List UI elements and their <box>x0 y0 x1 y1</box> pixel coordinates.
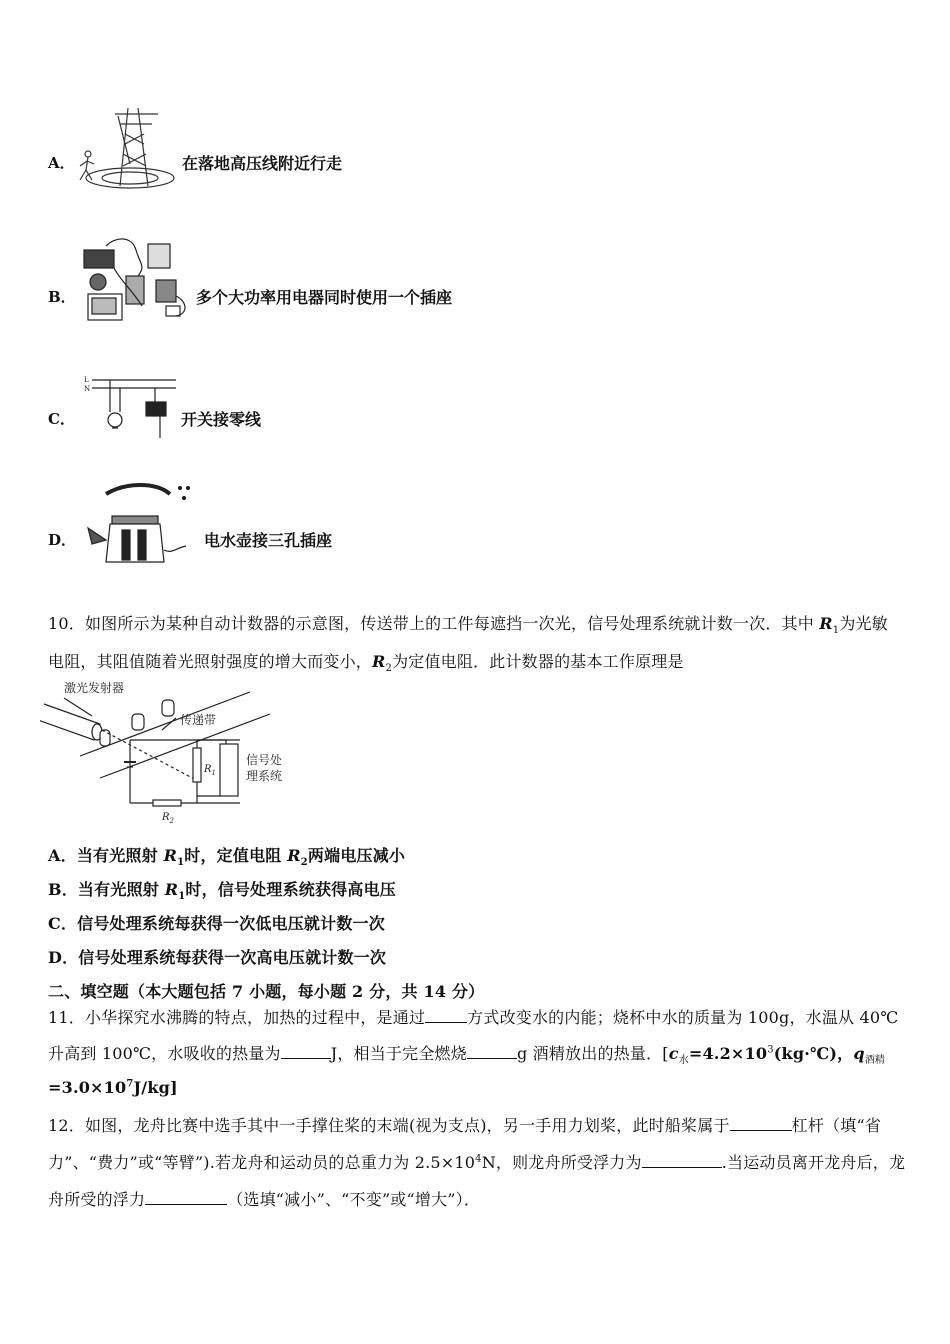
q12-line-2: 力”、“费力”或“等臂”).若龙舟和运动员的总重力为 $2.5\times 10^4N$，则龙舟所受浮力为 .当运动员离开龙舟后，龙 <box>48 1153 906 1172</box>
answer-blank[interactable] <box>730 1116 792 1131</box>
q10-option-d: D．信号处理系统每获得一次高电压就计数一次 <box>48 948 387 967</box>
r2-label: $R_2$ <box>162 812 174 825</box>
signal-processor-box <box>220 744 238 796</box>
option-b-text: 多个大功率用电器同时使用一个插座 <box>196 288 453 307</box>
electric-kettle-icon <box>76 480 196 572</box>
option-c-letter: C． <box>48 410 75 428</box>
q12-line-3: 舟所受的浮力 （选填“减小”、“不变”或“增大”）． <box>48 1190 481 1209</box>
option-a-text: 在落地高压线附近行走 <box>182 154 343 173</box>
workpiece <box>100 730 110 746</box>
option-d-letter: D． <box>48 531 77 549</box>
circuit-lamp-switch-icon <box>80 372 180 442</box>
laser-emitter-label: 激光发射器 <box>64 681 125 695</box>
answer-blank[interactable] <box>425 1008 467 1023</box>
counter-circuit-diagram <box>40 678 300 828</box>
q12-line-1: 12．如图，龙舟比赛中选手其中一手撑住桨的末端(视为支点)，另一手用力划桨，此时船桨属于 杠杆（填“省 <box>48 1116 882 1135</box>
signal-processor-label: 理系统 <box>246 769 283 783</box>
appliances-icon <box>76 236 194 328</box>
option-d-text: 电水壶接三孔插座 <box>204 531 333 550</box>
svg-text:N: N <box>84 385 91 393</box>
svg-text:L: L <box>84 376 89 384</box>
workpiece <box>162 700 174 716</box>
q10-line-2: 电阻，其阻值随着光照射强度的增大而变小，$R_2$为定值电阻．此计数器的基本工作原理是 <box>48 652 684 675</box>
q10-line-1: 10．如图所示为某种自动计数器的示意图，传送带上的工件每遮挡一次光，信号处理系统就计数一次．其中 $R_1$为光敏 <box>48 614 888 637</box>
q10-option-c: C．信号处理系统每获得一次低电压就计数一次 <box>48 914 385 933</box>
belt-label: 传递带 <box>180 713 217 727</box>
high-voltage-tower-icon <box>70 104 180 196</box>
option-c-text: 开关接零线 <box>181 410 262 429</box>
option-b-letter: B． <box>48 288 76 306</box>
answer-blank[interactable] <box>642 1153 722 1168</box>
answer-blank[interactable] <box>145 1190 227 1205</box>
section-heading: 二、填空题（本大题包括 7 小题，每小题 2 分，共 14 分） <box>48 982 485 1001</box>
q11-line-3: $=3.0\times 10^7J/kg$] <box>48 1078 178 1097</box>
r1-label: $R_1$ <box>204 764 216 777</box>
q10-option-a: A．当有光照射 $R_1$时，定值电阻 $R_2$两端电压减小 <box>48 846 406 869</box>
q11-line-1: 11．小华探究水沸腾的特点，加热的过程中，是通过 方式改变水的内能；烧杯中水的质量为 100g，水温从 40℃ <box>48 1008 899 1027</box>
answer-blank[interactable] <box>281 1044 331 1059</box>
option-a-letter: A． <box>48 154 75 172</box>
workpiece <box>132 714 144 730</box>
signal-processor-label: 信号处 <box>246 753 283 767</box>
answer-blank[interactable] <box>467 1044 517 1059</box>
q10-option-b: B．当有光照射 $R_1$时，信号处理系统获得高电压 <box>48 880 396 903</box>
q11-line-2: 升高到 100℃，水吸收的热量为 J，相当于完全燃烧 g 酒精放出的热量．[$c_水=4.2\times 10^3(kg\cdot℃)$，$q_{酒精}$ <box>48 1044 886 1067</box>
